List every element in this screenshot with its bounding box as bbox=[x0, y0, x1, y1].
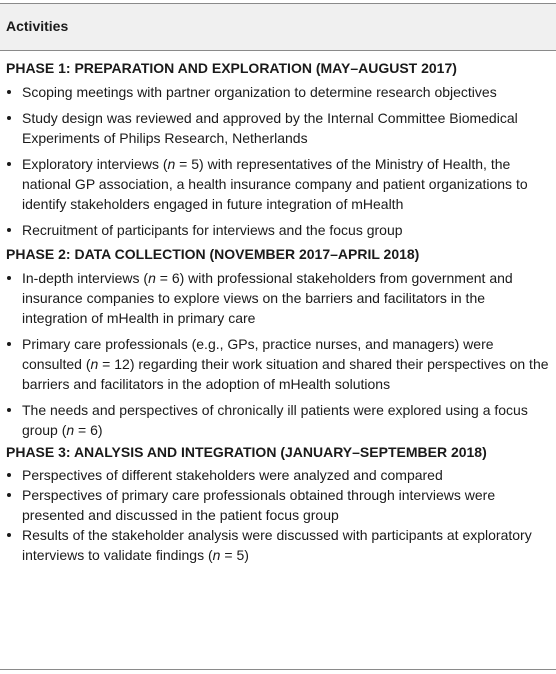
phase-2-activities bbox=[6, 268, 550, 440]
activity-item: Perspectives of primary care professionals obtained through interviews were presented and discussed in the patient focus group bbox=[6, 485, 550, 525]
activity-item: Scoping meetings with partner organization to determine research objectives bbox=[6, 82, 550, 102]
phase-3-activities bbox=[6, 465, 550, 565]
phase-2-section bbox=[6, 244, 550, 440]
header-divider bbox=[0, 50, 556, 51]
activity-item: The needs and perspectives of chronically ill patients were explored using a focus group (n = 6) bbox=[6, 400, 550, 440]
activity-item: Study design was reviewed and approved by the Internal Committee Biomedical Experiments of Philips Research, Netherlands bbox=[6, 108, 550, 148]
activity-item: Exploratory interviews (n = 5) with representatives of the Ministry of Health, the national GP association, a health insurance company and patient organizations to identify stakeholders engaged in future integration of mHealth bbox=[6, 154, 550, 214]
phase-2-title: PHASE 2: DATA COLLECTION (NOVEMBER 2017–APRIL 2018) bbox=[6, 246, 420, 262]
activity-item: Results of the stakeholder analysis were discussed with participants at exploratory interviews to validate findings (n = 5) bbox=[6, 525, 550, 565]
phase-1-section bbox=[6, 58, 550, 240]
activity-item: In-depth interviews (n = 6) with professional stakeholders from government and insurance companies to explore views on the barriers and facilitators in the integration of mHealth in primary care bbox=[6, 268, 550, 328]
phase-1-activities bbox=[6, 82, 550, 240]
table-bottom-rule bbox=[0, 669, 556, 670]
column-header-activities: Activities bbox=[6, 18, 69, 34]
phase-3-title: PHASE 3: ANALYSIS AND INTEGRATION (JANUARY–SEPTEMBER 2018) bbox=[6, 444, 487, 460]
phase-1-title: PHASE 1: PREPARATION AND EXPLORATION (MAY–AUGUST 2017) bbox=[6, 60, 457, 76]
activity-item: Perspectives of different stakeholders were analyzed and compared bbox=[6, 465, 550, 485]
activity-item: Primary care professionals (e.g., GPs, practice nurses, and managers) were consulted (n = 12) regarding their work situation and shared their perspectives on the barriers and facilitators in the adoption of mHealth solutions bbox=[6, 334, 550, 394]
activity-item: Recruitment of participants for interviews and the focus group bbox=[6, 220, 550, 240]
table-header bbox=[0, 4, 556, 50]
table-body bbox=[6, 58, 550, 567]
phase-3-section bbox=[6, 442, 550, 565]
